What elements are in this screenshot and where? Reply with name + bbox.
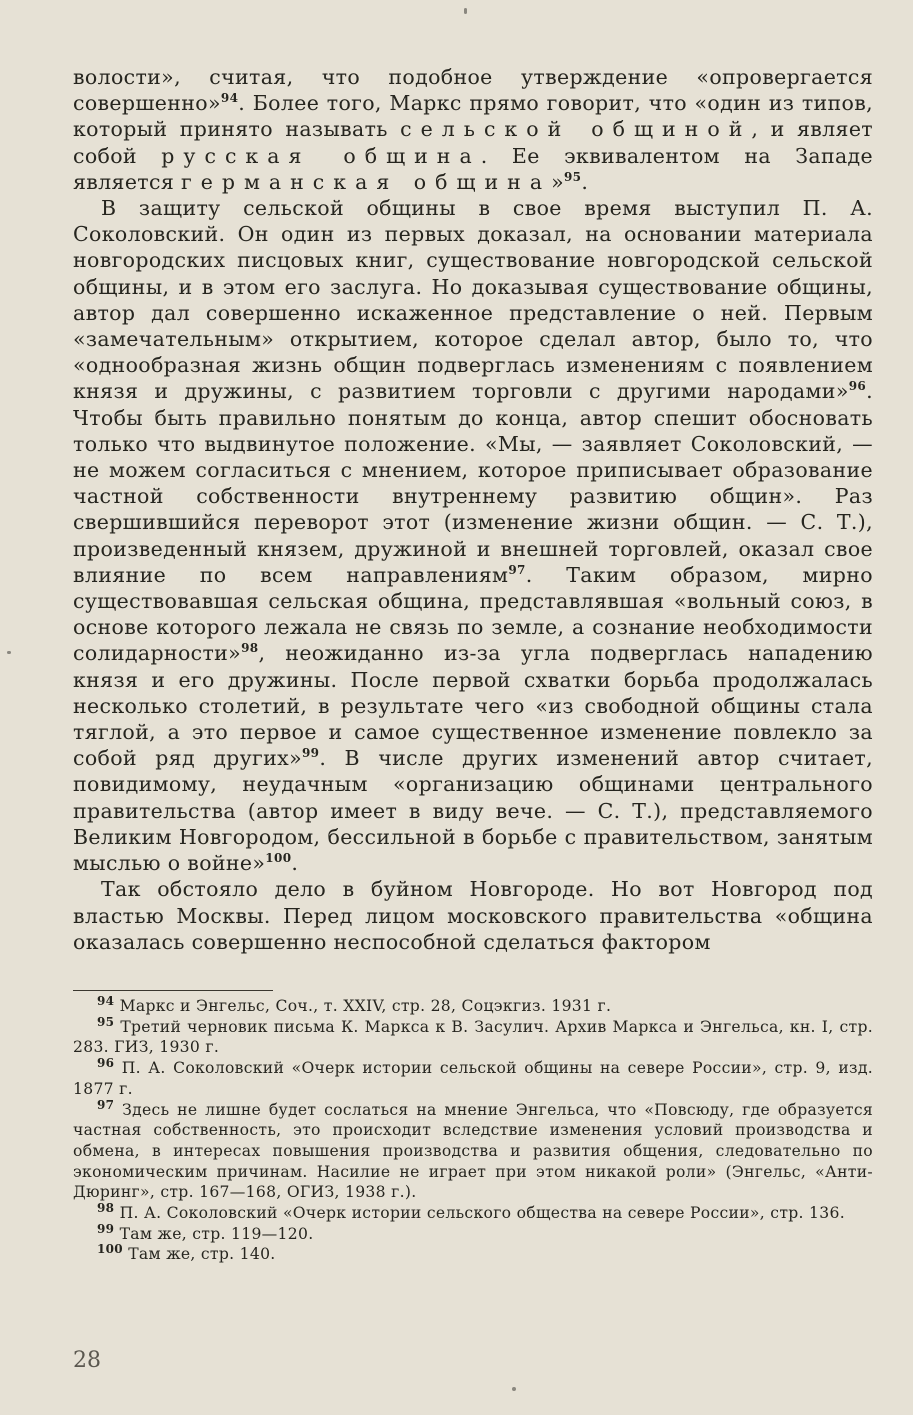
footnote-ref: 99 — [301, 746, 320, 761]
spaced-emphasis: русская община — [161, 143, 481, 168]
footnote-ref: 100 — [265, 851, 292, 866]
footnote-95 — [73, 1014, 873, 1058]
text-run: . — [291, 851, 299, 876]
footnote-number: 97 — [97, 1097, 115, 1112]
footnote-ref: 96 — [848, 379, 867, 394]
text-run: волости», считая, что подобное утверждение «опровергается совершенно» — [73, 65, 873, 116]
paragraph-3: Так обстояло дело в буйном Новгороде. Но вот Новгород под властью Москвы. Перед лицом московского правительства «община оказалась совершенно неспособной сделаться фактором — [73, 877, 873, 954]
footnote-text: Там же, стр. 140. — [128, 1245, 276, 1264]
spaced-emphasis: германская община — [180, 169, 552, 194]
footnote-text: П. А. Соколовский «Очерк истории сельского общества на севере России», стр. 136. — [119, 1204, 845, 1223]
main-text — [73, 64, 873, 955]
footnote-number: 100 — [97, 1242, 123, 1257]
paragraph-2 — [73, 195, 873, 876]
page-number: 28 — [73, 1348, 101, 1373]
text-run: . Более того, Маркс прямо говорит, что «один из типов, который принято называть — [73, 91, 873, 142]
print-speck — [464, 8, 467, 14]
footnote-text: Здесь не лишне будет сослаться на мнение Энгельса, что «Повсюду, где образуется частная собственность, это происходит вследствие изменения условий производства и обмена, в интересах повышения производства и развития общения, следовательно по экономическим причинам. Насилие не играет при этом никакой роли» (Энгельс, «Анти-Дюринг», стр. 167—168, ОГИЗ, 1938 г.). — [73, 1100, 873, 1202]
spaced-emphasis: сельской общиной — [400, 117, 752, 142]
footnote-number: 98 — [97, 1200, 115, 1215]
footnote-text: Третий черновик письма К. Маркса к В. Засулич. Архив Маркса и Энгельса, кн. I, стр. 283. ГИЗ, 1930 г. — [73, 1017, 873, 1057]
footnote-number: 95 — [97, 1014, 115, 1029]
footnote-ref: 94 — [220, 91, 239, 106]
footnote-94 — [73, 993, 873, 1017]
footnote-text: Маркс и Энгельс, Соч., т. XXIV, стр. 28, Соцэкгиз. 1931 г. — [119, 997, 612, 1015]
footnote-97 — [73, 1097, 873, 1204]
footnote-number: 96 — [97, 1055, 115, 1070]
footnote-98 — [73, 1200, 873, 1224]
footnote-ref: 98 — [241, 641, 259, 656]
paragraph-1 — [73, 64, 873, 195]
text-run: , неожиданно из-за угла подверглась нападению князя и его дружины. После первой схватки борьба продолжалась несколько столетий, в результате чего «из свободной общины стала тяглой, а это первое и самое существенное изменение повлекло за собой ряд других» — [73, 641, 873, 771]
text-run: , и являет собой — [73, 117, 873, 168]
footnote-96 — [73, 1055, 873, 1099]
text-run: . — [581, 169, 589, 194]
footnotes — [73, 993, 873, 1265]
text-run: » — [551, 169, 564, 194]
footnote-99 — [73, 1221, 873, 1245]
text-run: . Ее эквивалентом на Западе является — [73, 143, 874, 194]
print-speck — [7, 651, 11, 654]
footnote-100 — [73, 1244, 873, 1265]
footnote-text: П. А. Соколовский «Очерк истории сельской общины на севере России», стр. 9, изд. 1877 г. — [73, 1059, 873, 1098]
footnote-number: 99 — [97, 1221, 115, 1236]
footnote-ref: 97 — [508, 563, 526, 578]
footnote-number: 94 — [97, 993, 115, 1008]
footnote-text: Там же, стр. 119—120. — [119, 1224, 314, 1243]
footnote-ref: 95 — [563, 169, 582, 184]
footnote-divider — [73, 990, 273, 991]
text-run: . Чтобы быть правильно понятым до конца, автор спешит обосновать только что выдвинутое положение. «Мы, — заявляет Соколовский, — не можем согласиться с мнением, которое приписывает образование частной собственности внутреннему развитию общин». Раз свершившийся переворот этот (изменение жизни общин. — С. Т.), произведенный князем, дружиной и внешней торговлей, оказал свое влияние по всем направлениям — [73, 379, 873, 587]
text-run: . В числе других изменений автор считает, повидимому, неудачным «организацию общинами центрального правительства (автор имеет в виду вече. — С. Т.), представляемого Великим Новгородом, бессильной в борьбе с правительством, занятым мыслью о войне» — [73, 746, 873, 876]
print-speck — [512, 1387, 516, 1391]
text-run: . Таким образом, мирно существовавшая сельская община, представлявшая «вольный союз, в основе которого лежала не связь по земле, а сознание необходимости солидарности» — [73, 562, 873, 666]
text-run: В защиту сельской общины в свое время выступил П. А. Соколовский. Он один из первых доказал, на основании материала новгородских писцовых книг, существование новгородской сельской общины, и в этом его заслуга. Но доказывая существование общины, автор дал совершенно искаженное представление о ней. Первым «замечательным» открытием, которое сделал автор, было то, что «однообразная жизнь общин подверглась изменениям с появлением князя и дружины, с развитием торговли с другими народами» — [73, 196, 873, 404]
